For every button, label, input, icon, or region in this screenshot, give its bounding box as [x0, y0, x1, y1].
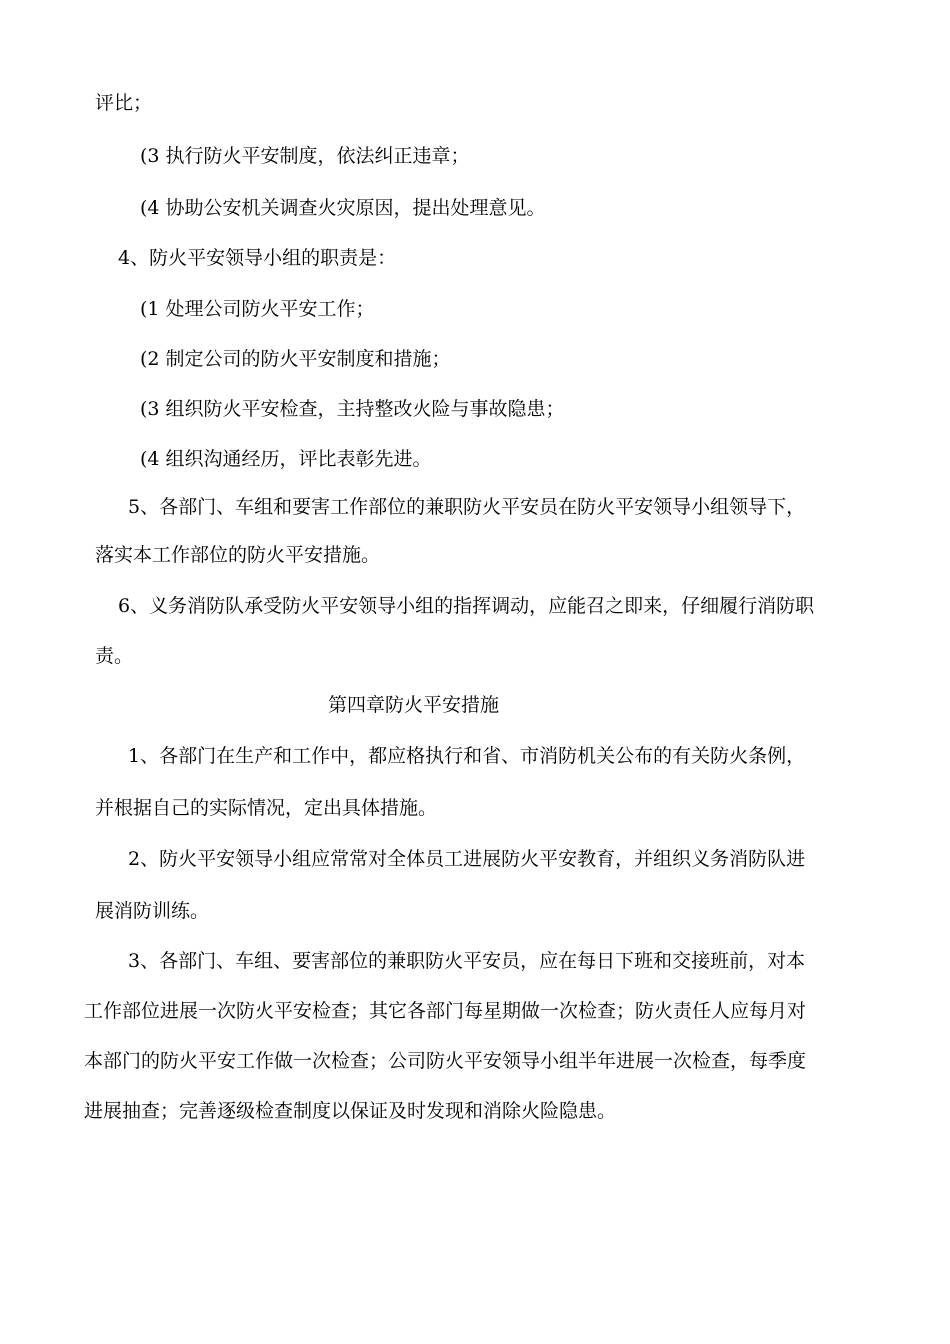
list-item: (2 制定公司的防火平安制度和措施； [140, 348, 451, 370]
section-heading: 4、防火平安领导小组的职责是： [118, 247, 397, 269]
paragraph-line: 3、各部门、车组、要害部位的兼职防火平安员，应在每日下班和交接班前，对本 [128, 950, 806, 972]
paragraph-line: 5、各部门、车组和要害工作部位的兼职防火平安员在防火平安领导小组领导下， [128, 496, 806, 518]
list-item: (3 执行防火平安制度，依法纠正违章； [140, 145, 470, 167]
list-item: (4 组织沟通经历，评比表彰先进。 [140, 448, 432, 470]
paragraph-line: 2、防火平安领导小组应常常对全体员工进展防火平安教育，并组织义务消防队进 [128, 848, 806, 870]
paragraph-line: 本部门的防火平安工作做一次检查；公司防火平安领导小组半年进展一次检查，每季度 [84, 1050, 807, 1072]
chapter-title: 第四章防火平安措施 [328, 694, 500, 716]
list-item: (3 组织防火平安检查，主持整改火险与事故隐患； [140, 398, 565, 420]
paragraph-line: 并根据自己的实际情况，定出具体措施。 [95, 797, 438, 819]
paragraph-line: 落实本工作部位的防火平安措施。 [95, 544, 381, 566]
paragraph-line: 6、义务消防队承受防火平安领导小组的指挥调动，应能召之即来，仔细履行消防职 [118, 595, 815, 617]
paragraph-line: 1、各部门在生产和工作中，都应格执行和省、市消防机关公布的有关防火条例， [128, 745, 806, 767]
paragraph-line: 展消防训练。 [95, 900, 210, 922]
list-item: (4 协助公安机关调查火灾原因，提出处理意见。 [140, 197, 546, 219]
paragraph-line: 进展抽查；完善逐级检查制度以保证及时发现和消除火险隐患。 [84, 1100, 617, 1122]
list-item: (1 处理公司防火平安工作； [140, 298, 375, 320]
paragraph-line: 工作部位进展一次防火平安检查；其它各部门每星期做一次检查；防火责任人应每月对 [84, 1000, 807, 1022]
paragraph-line: 评比； [95, 92, 153, 114]
paragraph-line: 责。 [95, 645, 134, 667]
